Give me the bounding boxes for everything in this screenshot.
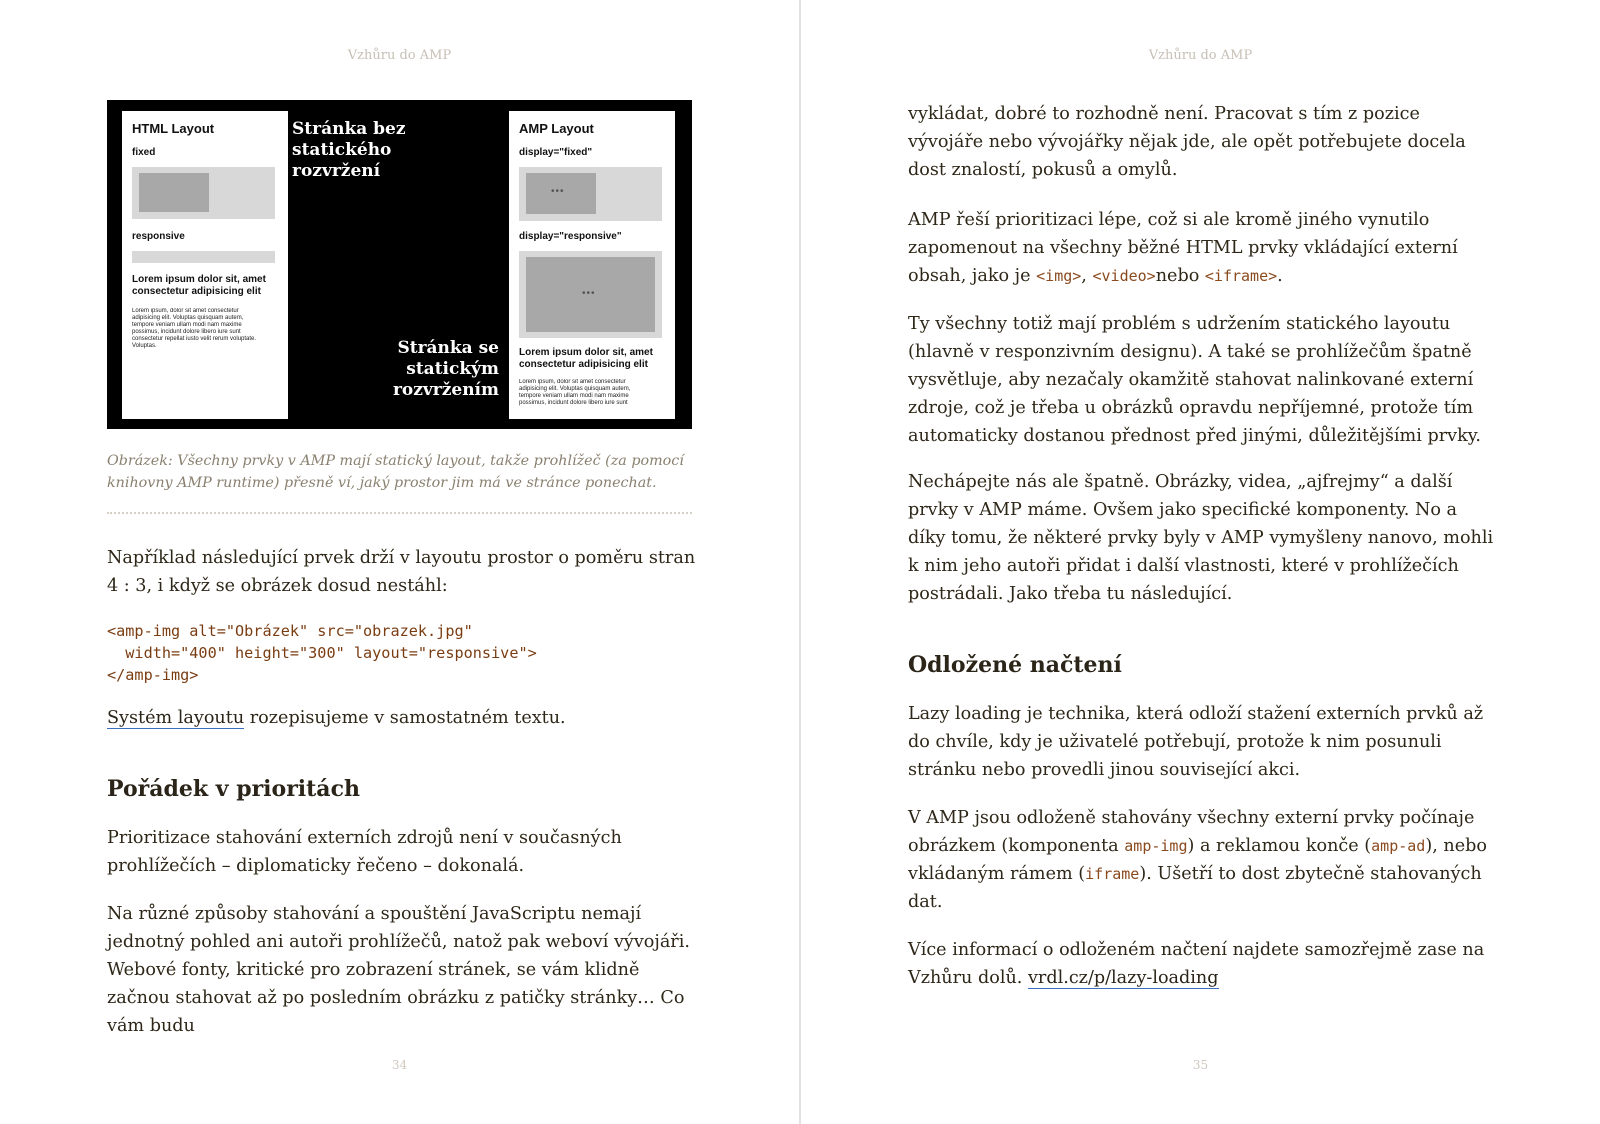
section-heading: Pořádek v prioritách [107, 776, 360, 802]
paragraph: Ty všechny totiž mají problém s udržením statického layoutu (hlavně v responzivním designu). A také se prohlížečům špatně vysvětluje, aby nezačaly okamžitě stahovat nalinkované externí zdroje, což je třeba u obrázků opravdu nepříjemné, protože tím automaticky dostanou přednost před jinými, důležitějšími prvky. [908, 314, 1481, 446]
code-block [107, 620, 537, 686]
caption-divider [107, 512, 692, 514]
fixed-label: fixed [132, 147, 156, 158]
lorem-text: Lorem ipsum, dolor sit amet consectetur adipisicing elit. Voluptas quisquam autem, tempore veniam ullam modi nam maxime possimus, incidunt dolore libero iure sunt consectetur repellat iusto velit rerum voluptate. Voluptas. [132, 308, 257, 349]
figure-label-without-static: Stránka bez statického rozvržení [292, 119, 406, 181]
section-heading: Odložené načtení [908, 652, 1122, 678]
paragraph-text: . [1277, 266, 1283, 286]
responsive-label: responsive [132, 231, 185, 242]
fixed-image-placeholder [132, 167, 275, 219]
paragraph [908, 804, 1496, 916]
code-line: </amp-img> [107, 666, 199, 684]
paragraph-text: Více informací o odloženém načtení najdete samozřejmě zase na Vzhůru dolů. [908, 940, 1485, 988]
code-line: width="400" height="300" layout="responsive"> [107, 644, 537, 662]
paragraph [107, 704, 697, 732]
paragraph: Na různé způsoby stahování a spouštění JavaScriptu nemají jednotný pohled ani autoři prohlížečů, natož pak weboví vývojáři. Webové fonty, kritické pro zobrazení stránek, se vám klidně začnou stahovat až po posledním obrázku z patičky stránky… Co vám budu [107, 904, 690, 1036]
page-number: 35 [1192, 1058, 1209, 1072]
responsive-image-placeholder [132, 251, 275, 263]
paragraph-text: ). Ušetří to dost zbytečně stahovaných dat. [908, 864, 1482, 912]
paragraph-text: V AMP jsou odloženě stahovány všechny externí prvky počínaje obrázkem (komponenta [908, 808, 1475, 856]
inline-code: <iframe> [1204, 267, 1278, 285]
inline-code: <video> [1092, 267, 1156, 285]
paragraph: Například následující prvek drží v layoutu prostor o poměru stran 4 : 3, i když se obrázek dosud nestáhl: [107, 548, 696, 596]
amp-responsive-placeholder [519, 251, 662, 338]
inline-code: <img> [1036, 267, 1082, 285]
figure-caption: Obrázek: Všechny prvky v AMP mají statický layout, takže prohlížeč (za pomocí knihovny AMP runtime) přesně ví, jaký prostor jim má ve stránce ponechat. [107, 453, 684, 491]
amp-responsive-inner [526, 257, 655, 332]
amp-layout-title: AMP Layout [519, 121, 594, 136]
inline-code: iframe [1085, 865, 1140, 883]
paragraph: Nechápejte nás ale špatně. Obrázky, videa, „ajfrejmy“ a další prvky v AMP máme. Ovšem jako specifické komponenty. No a díky tomu, že některé prvky byly v AMP vymyšleny nanovo, mohli k nim jeho autoři přidat i další vlastnosti, které v prohlížečích postrádali. Jako třeba tu následující. [908, 472, 1494, 604]
loading-dots-icon: ••• [582, 288, 596, 299]
html-layout-title: HTML Layout [132, 121, 215, 136]
right-page [801, 0, 1600, 1124]
paragraph [908, 936, 1496, 992]
amp-lorem-heading: Lorem ipsum dolor sit, amet consectetur adipisicing elit [519, 347, 653, 370]
layout-system-link[interactable]: Systém layoutu [107, 708, 245, 728]
paragraph: Prioritizace stahování externích zdrojů není v současných prohlížečích – diplomaticky řečeno – dokonalá. [107, 828, 622, 876]
figure-label-with-static: Stránka se statickým rozvržením [392, 338, 499, 400]
lazy-loading-link[interactable]: vrdl.cz/p/lazy-loading [1027, 968, 1219, 988]
fixed-image-inner [139, 173, 209, 212]
code-line: <amp-img alt="Obrázek" src="obrazek.jpg" [107, 622, 473, 640]
amp-lorem-text: Lorem ipsum, dolor sit amet consectetur adipisicing elit. Voluptas quisquam autem, tempore veniam ullam modi nam maxime possimus, incidunt dolore libero iure sunt [519, 379, 631, 406]
paragraph: vykládat, dobré to rozhodně není. Pracovat s tím z pozice vývojáře nebo vývojářky nějak jde, ale opět potřebujete docela dost znalostí, pokusů a omylů. [908, 104, 1466, 180]
left-page [0, 0, 799, 1124]
display-fixed-label: display="fixed" [519, 147, 593, 158]
paragraph: Lazy loading je technika, která odloží stažení externích prvků až do chvíle, kdy je uživatelé potřebují, protože k nim posunuli stránku nebo provedli jinou související akci. [908, 704, 1484, 780]
amp-fixed-placeholder [519, 167, 662, 221]
page-number: 34 [391, 1058, 408, 1072]
paragraph-text: , [1081, 266, 1093, 286]
lorem-heading: Lorem ipsum dolor sit, amet consectetur adipisicing elit [132, 274, 266, 297]
paragraph-text: rozepisujeme v samostatném textu. [244, 708, 566, 728]
paragraph-text: ) a reklamou konče ( [1187, 836, 1372, 856]
loading-dots-icon: ••• [551, 186, 565, 197]
paragraph-text: nebo [1155, 266, 1205, 286]
paragraph-text: ), nebo vkládaným rámem ( [908, 836, 1487, 884]
amp-fixed-inner [526, 173, 596, 214]
display-responsive-label: display="responsive" [519, 231, 622, 242]
running-head: Vzhůru do AMP [1148, 48, 1253, 63]
inline-code: amp-ad [1371, 837, 1426, 855]
running-head: Vzhůru do AMP [347, 48, 452, 63]
layout-figure [107, 100, 692, 429]
amp-layout-panel [509, 111, 675, 419]
paragraph [908, 206, 1496, 290]
inline-code: amp-img [1124, 837, 1188, 855]
html-layout-panel [122, 111, 288, 419]
paragraph-text: AMP řeší prioritizaci lépe, což si ale kromě jiného vynutilo zapomenout na všechny běžné HTML prvky vkládající externí obsah, jako je [908, 210, 1458, 286]
